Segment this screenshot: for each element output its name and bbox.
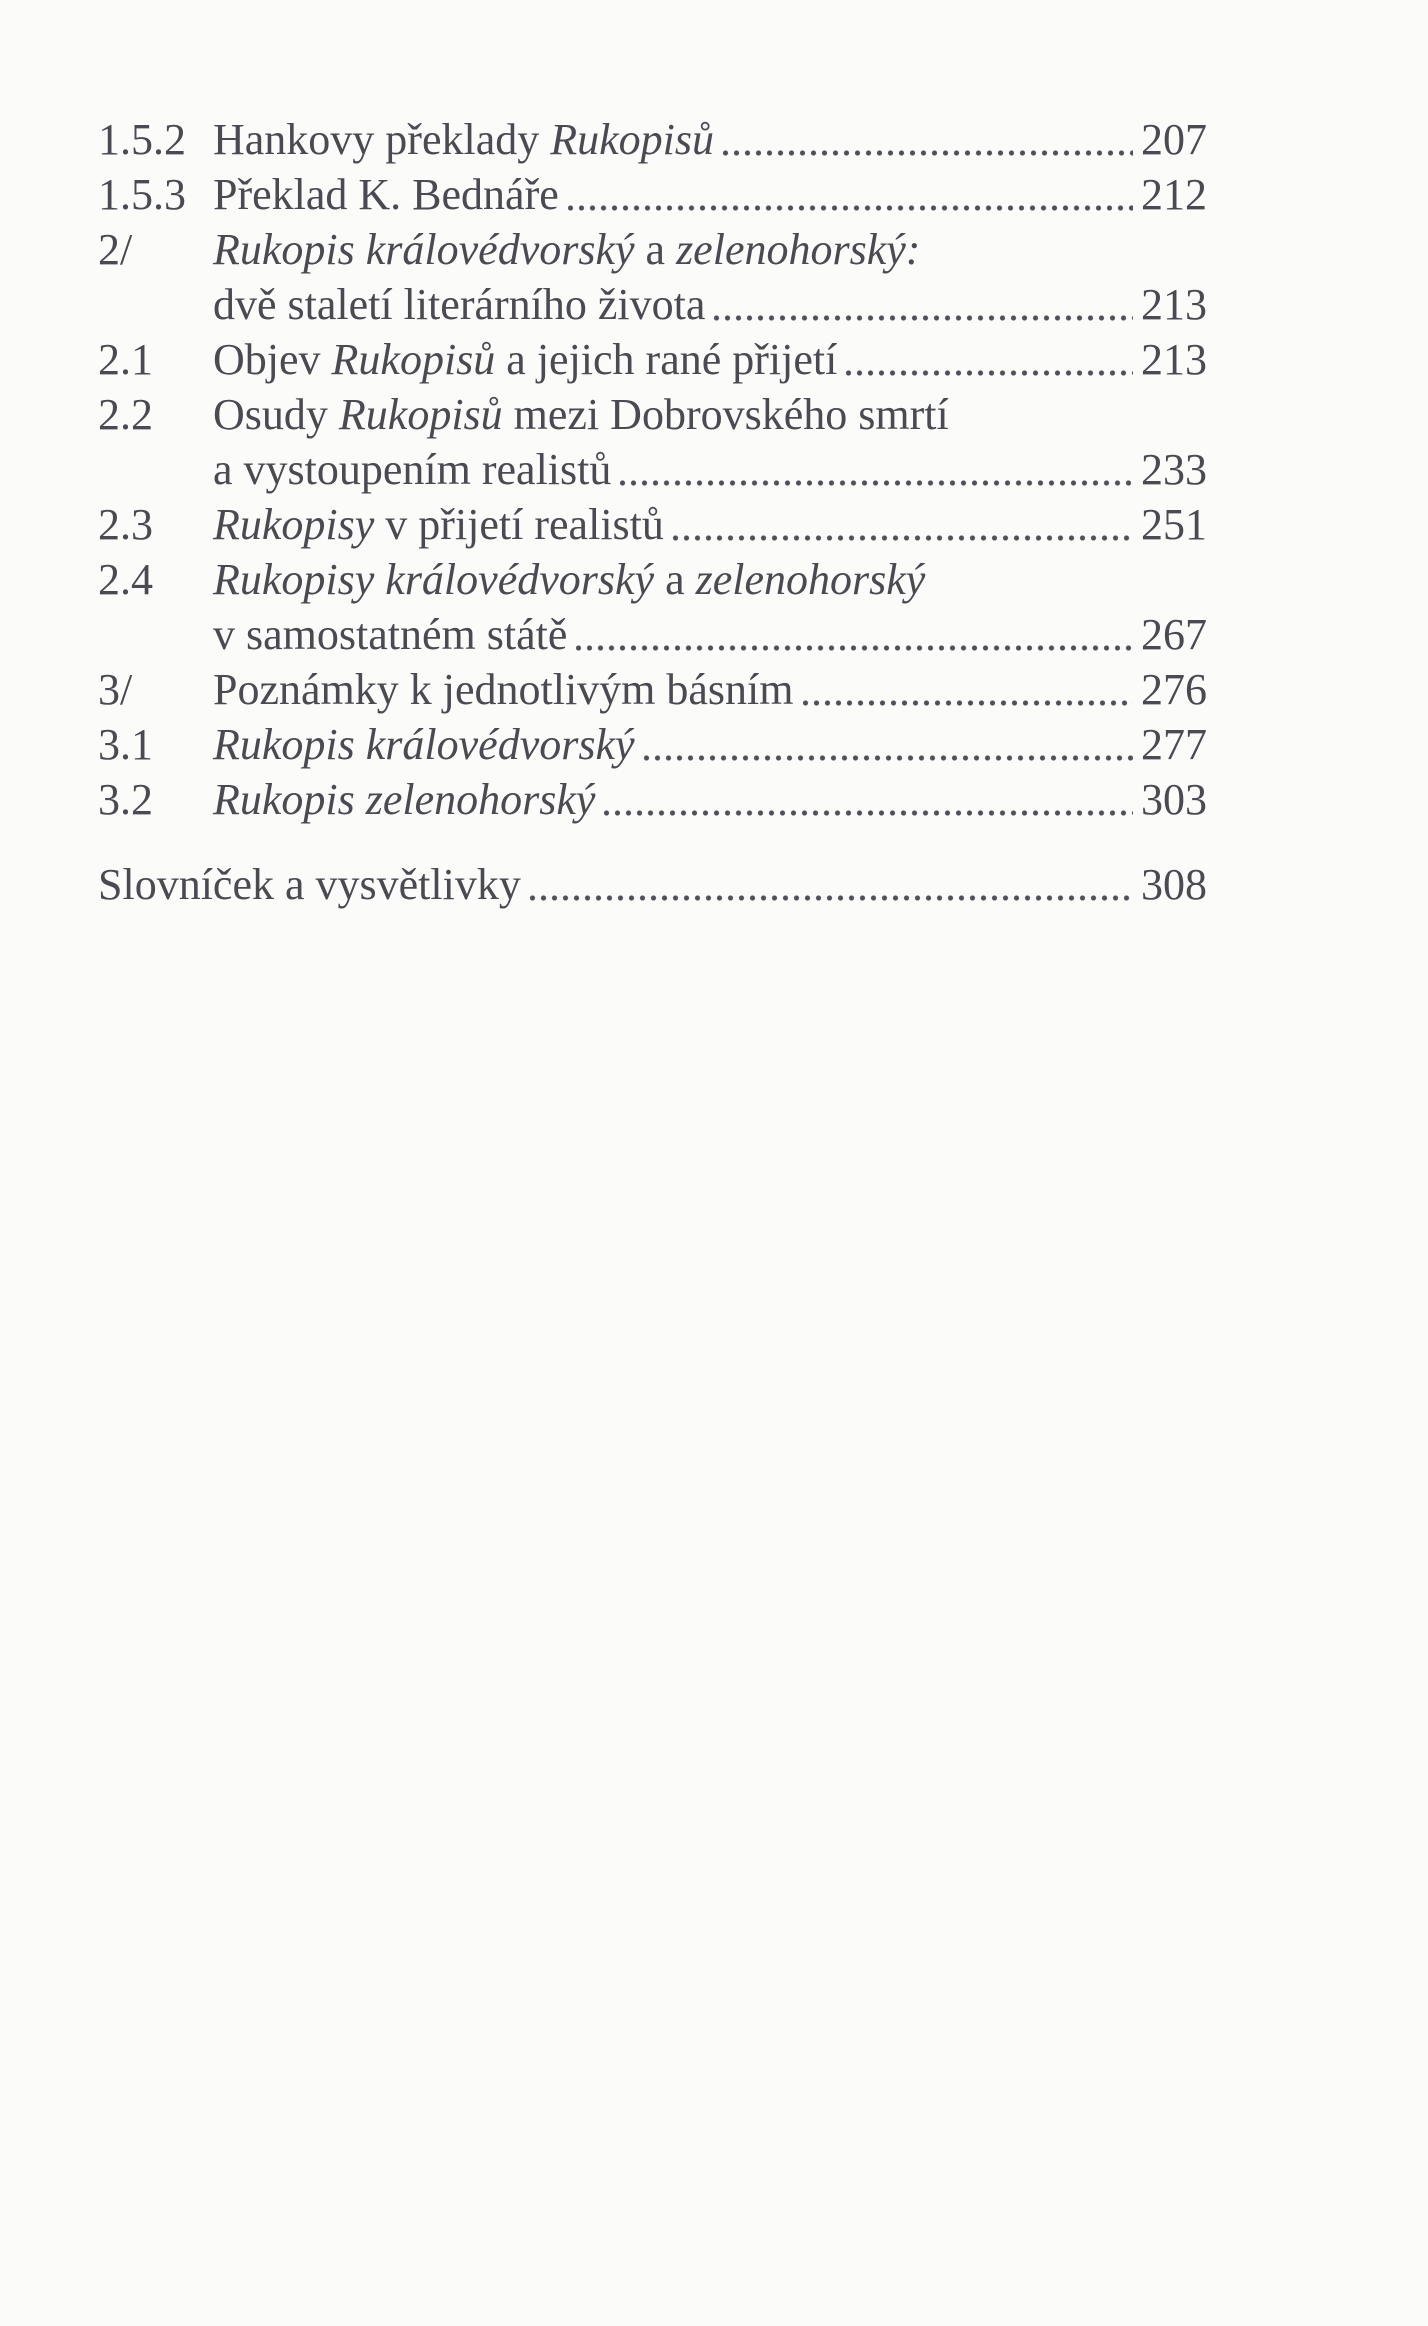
toc-page-number: 212 (1141, 170, 1207, 219)
toc-entry-title (213, 772, 595, 827)
toc-page-number: 233 (1141, 445, 1207, 494)
toc-title-segment: dvě staletí literárního života (213, 280, 706, 329)
toc-title-segment: zelenohorský: (676, 225, 921, 274)
toc-page-number: 276 (1141, 665, 1207, 714)
toc-row (98, 552, 1207, 607)
dot-leader (639, 717, 1133, 772)
toc-entry-number: 3.2 (98, 775, 153, 824)
toc-title-segment: v přijetí realistů (374, 500, 664, 549)
dot-leader (798, 662, 1133, 717)
dot-leader (599, 772, 1133, 827)
toc-title-segment: Rukopisy královédvorský (213, 555, 655, 604)
toc-row (98, 277, 1207, 332)
dot-leader (709, 277, 1133, 332)
toc-entry-title (98, 857, 521, 912)
dot-leader (668, 497, 1133, 552)
toc-title-segment: Rukopisy (213, 500, 375, 549)
toc-page-number: 277 (1141, 720, 1207, 769)
toc-list (98, 112, 1207, 912)
dot-leader (571, 607, 1133, 662)
toc-entry-number: 2.3 (98, 500, 153, 549)
toc-entry-number: 2.4 (98, 555, 153, 604)
dot-leader (615, 442, 1133, 497)
toc-title-segment: a vystoupením realistů (213, 445, 612, 494)
toc-title-segment: v samostatném státě (213, 610, 568, 659)
toc-title-segment: Osudy (213, 390, 339, 439)
dot-leader (563, 167, 1133, 222)
toc-entry-number: 3.1 (98, 720, 153, 769)
toc-entry-number: 2.1 (98, 335, 153, 384)
toc-page-number: 308 (1141, 860, 1207, 909)
toc-title-segment: a jejich rané přijetí (495, 335, 838, 384)
toc-entry-title (213, 552, 925, 607)
toc-entry-title (213, 387, 949, 442)
toc-row (98, 497, 1207, 552)
toc-title-segment: Objev (213, 335, 332, 384)
toc-row (98, 857, 1207, 912)
toc-entry-number: 2/ (98, 225, 133, 274)
toc-row (98, 222, 1207, 277)
toc-page-number: 207 (1141, 115, 1207, 164)
toc-title-segment: a (634, 225, 677, 274)
toc-title-segment: Rukopisů (331, 335, 496, 384)
toc-title-segment: Rukopis královédvorský (213, 720, 635, 769)
toc-entry-number: 2.2 (98, 390, 153, 439)
toc-title-segment: Poznámky k jednotlivým básním (213, 665, 794, 714)
toc-entry-title (213, 167, 559, 222)
toc-entry-title (213, 332, 837, 387)
toc-entry-title (213, 717, 635, 772)
toc-page-number: 213 (1141, 280, 1207, 329)
toc-entry-title (213, 607, 567, 662)
toc-title-segment: Rukopisů (338, 390, 503, 439)
toc-row (98, 387, 1207, 442)
toc-entry-title (213, 497, 664, 552)
toc-entry-title (213, 112, 714, 167)
dot-leader (718, 112, 1133, 167)
toc-entry-title (213, 662, 794, 717)
toc-entry-number: 1.5.3 (98, 170, 186, 219)
toc-entry-number: 1.5.2 (98, 115, 186, 164)
toc-entry-number: 3/ (98, 665, 133, 714)
toc-title-segment: Překlad K. Bednáře (213, 170, 559, 219)
toc-row (98, 442, 1207, 497)
toc-page-number: 213 (1141, 335, 1207, 384)
toc-page-number: 303 (1141, 775, 1207, 824)
toc-title-segment: Rukopisů (550, 115, 715, 164)
toc-row (98, 167, 1207, 222)
toc-row (98, 332, 1207, 387)
dot-leader (525, 857, 1133, 912)
toc-title-segment: Rukopis královédvorský (213, 225, 635, 274)
toc-title-segment: mezi Dobrovského smrtí (502, 390, 949, 439)
dot-leader (841, 332, 1133, 387)
toc-row (98, 772, 1207, 827)
toc-page-number: 251 (1141, 500, 1207, 549)
toc-row (98, 662, 1207, 717)
toc-row (98, 717, 1207, 772)
toc-row (98, 607, 1207, 662)
toc-title-segment: Rukopis zelenohorský (213, 775, 596, 824)
toc-entry-title (213, 277, 705, 332)
toc-title-segment: Slovníček a vysvětlivky (98, 860, 521, 909)
toc-entry-title (213, 442, 611, 497)
toc-title-segment: a (654, 555, 696, 604)
toc-title-segment: Hankovy překlady (213, 115, 551, 164)
toc-title-segment: zelenohorský (695, 555, 926, 604)
toc-row (98, 112, 1207, 167)
toc-entry-title (213, 222, 920, 277)
toc-page-number: 267 (1141, 610, 1207, 659)
